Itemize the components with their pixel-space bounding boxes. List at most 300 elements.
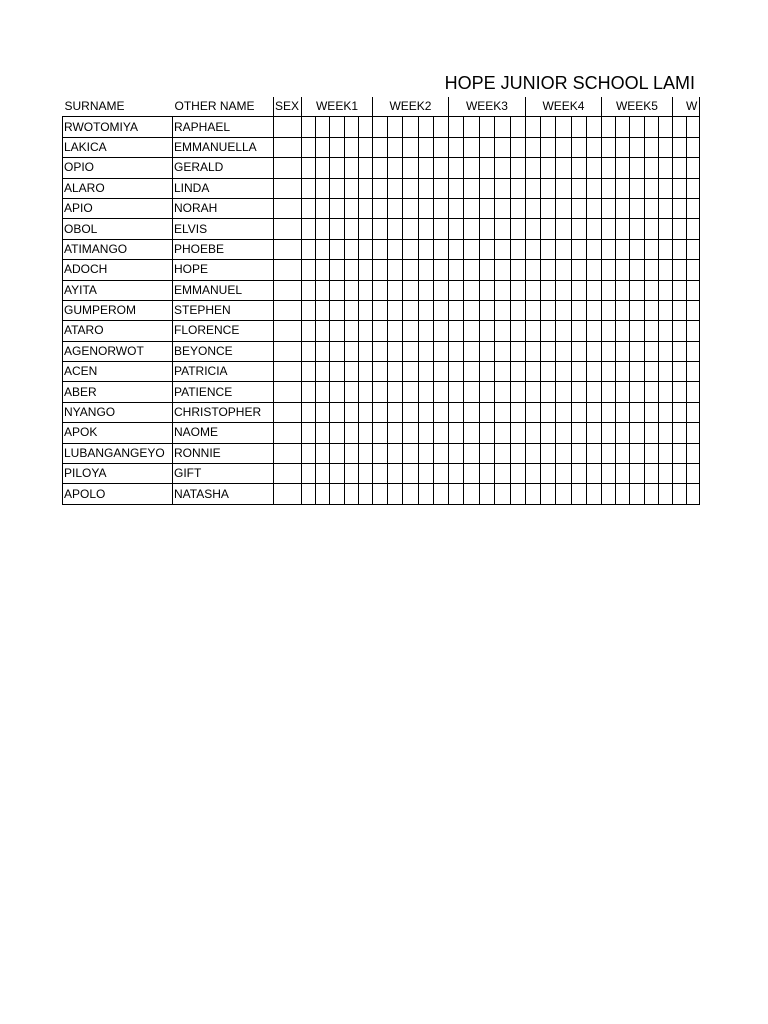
attendance-cell <box>672 362 686 382</box>
attendance-cell <box>630 464 644 484</box>
attendance-cell <box>372 484 387 504</box>
attendance-cell <box>686 117 699 137</box>
attendance-cell <box>316 382 330 402</box>
attendance-cell <box>601 137 615 157</box>
attendance-cell <box>358 402 372 422</box>
student-row <box>63 158 700 178</box>
attendance-cell <box>601 178 615 198</box>
attendance-cell <box>510 341 525 361</box>
attendance-cell <box>330 178 344 198</box>
other-name-cell: FLORENCE <box>173 321 274 341</box>
attendance-cell <box>556 402 571 422</box>
attendance-cell <box>403 239 418 259</box>
attendance-cell <box>525 260 540 280</box>
attendance-cell <box>464 341 479 361</box>
sex-cell <box>274 443 302 463</box>
student-row <box>63 321 700 341</box>
surname-cell: ACEN <box>63 362 173 382</box>
attendance-cell <box>464 239 479 259</box>
attendance-cell <box>372 198 387 218</box>
sex-cell <box>274 464 302 484</box>
other-name-cell: PATIENCE <box>173 382 274 402</box>
attendance-cell <box>601 382 615 402</box>
attendance-cell <box>495 362 510 382</box>
attendance-cell <box>541 137 556 157</box>
attendance-cell <box>344 443 358 463</box>
attendance-cell <box>495 484 510 504</box>
attendance-cell <box>586 117 601 137</box>
attendance-cell <box>479 260 494 280</box>
attendance-cell <box>571 362 586 382</box>
attendance-cell <box>388 239 403 259</box>
attendance-cell <box>658 321 672 341</box>
attendance-cell <box>556 178 571 198</box>
attendance-cell <box>525 219 540 239</box>
attendance-cell <box>556 362 571 382</box>
attendance-cell <box>344 300 358 320</box>
attendance-cell <box>403 260 418 280</box>
attendance-cell <box>510 280 525 300</box>
attendance-cell <box>686 321 699 341</box>
attendance-cell <box>616 178 630 198</box>
attendance-cell <box>495 341 510 361</box>
attendance-cell <box>525 137 540 157</box>
surname-cell: LUBANGANGEYO <box>63 443 173 463</box>
attendance-cell <box>316 484 330 504</box>
attendance-cell <box>464 484 479 504</box>
student-row <box>63 484 700 504</box>
attendance-cell <box>525 484 540 504</box>
surname-cell: ATARO <box>63 321 173 341</box>
attendance-cell <box>403 402 418 422</box>
attendance-cell <box>686 219 699 239</box>
attendance-cell <box>658 158 672 178</box>
attendance-cell <box>464 137 479 157</box>
attendance-cell <box>586 464 601 484</box>
attendance-cell <box>433 137 448 157</box>
attendance-cell <box>479 362 494 382</box>
attendance-cell <box>433 239 448 259</box>
attendance-cell <box>510 362 525 382</box>
attendance-cell <box>433 178 448 198</box>
other-name-cell: PATRICIA <box>173 362 274 382</box>
attendance-cell <box>630 260 644 280</box>
attendance-cell <box>525 464 540 484</box>
attendance-cell <box>302 137 316 157</box>
attendance-cell <box>372 341 387 361</box>
attendance-cell <box>510 198 525 218</box>
attendance-cell <box>330 321 344 341</box>
attendance-cell <box>448 402 463 422</box>
attendance-cell <box>344 464 358 484</box>
attendance-cell <box>372 158 387 178</box>
attendance-cell <box>601 321 615 341</box>
attendance-cell <box>479 382 494 402</box>
attendance-cell <box>658 280 672 300</box>
attendance-cell <box>672 158 686 178</box>
attendance-cell <box>433 198 448 218</box>
attendance-cell <box>448 260 463 280</box>
attendance-cell <box>448 158 463 178</box>
attendance-cell <box>644 423 658 443</box>
attendance-cell <box>403 443 418 463</box>
attendance-cell <box>630 443 644 463</box>
attendance-cell <box>358 484 372 504</box>
attendance-cell <box>448 382 463 402</box>
attendance-cell <box>672 341 686 361</box>
attendance-cell <box>464 280 479 300</box>
attendance-cell <box>448 198 463 218</box>
attendance-cell <box>403 464 418 484</box>
attendance-cell <box>316 321 330 341</box>
attendance-cell <box>495 321 510 341</box>
attendance-cell <box>403 341 418 361</box>
attendance-cell <box>644 198 658 218</box>
attendance-cell <box>448 443 463 463</box>
attendance-cell <box>388 280 403 300</box>
attendance-cell <box>541 484 556 504</box>
attendance-cell <box>358 321 372 341</box>
attendance-cell <box>644 341 658 361</box>
attendance-cell <box>403 484 418 504</box>
sex-cell <box>274 260 302 280</box>
attendance-cell <box>479 484 494 504</box>
sex-cell <box>274 382 302 402</box>
attendance-cell <box>510 137 525 157</box>
attendance-cell <box>556 117 571 137</box>
attendance-cell <box>495 382 510 402</box>
attendance-cell <box>616 321 630 341</box>
attendance-cell <box>510 464 525 484</box>
attendance-cell <box>464 382 479 402</box>
attendance-cell <box>686 484 699 504</box>
other-name-cell: RONNIE <box>173 443 274 463</box>
attendance-cell <box>418 300 433 320</box>
attendance-cell <box>344 382 358 402</box>
attendance-cell <box>658 402 672 422</box>
attendance-cell <box>403 362 418 382</box>
attendance-cell <box>672 178 686 198</box>
attendance-cell <box>616 158 630 178</box>
attendance-cell <box>433 321 448 341</box>
attendance-cell <box>556 341 571 361</box>
attendance-cell <box>541 219 556 239</box>
attendance-cell <box>672 239 686 259</box>
attendance-cell <box>525 382 540 402</box>
attendance-cell <box>418 239 433 259</box>
surname-cell: ATIMANGO <box>63 239 173 259</box>
attendance-cell <box>418 321 433 341</box>
attendance-cell <box>616 117 630 137</box>
attendance-cell <box>495 158 510 178</box>
other-name-cell: GERALD <box>173 158 274 178</box>
surname-cell: APOLO <box>63 484 173 504</box>
attendance-cell <box>388 321 403 341</box>
attendance-cell <box>525 443 540 463</box>
attendance-cell <box>644 117 658 137</box>
attendance-cell <box>525 178 540 198</box>
attendance-cell <box>510 443 525 463</box>
attendance-cell <box>672 280 686 300</box>
attendance-cell <box>418 402 433 422</box>
attendance-cell <box>403 158 418 178</box>
attendance-cell <box>372 443 387 463</box>
attendance-cell <box>556 321 571 341</box>
attendance-cell <box>302 362 316 382</box>
surname-cell: PILOYA <box>63 464 173 484</box>
attendance-cell <box>616 341 630 361</box>
surname-cell: OPIO <box>63 158 173 178</box>
attendance-cell <box>686 382 699 402</box>
attendance-cell <box>403 137 418 157</box>
attendance-cell <box>316 198 330 218</box>
attendance-cell <box>658 362 672 382</box>
attendance-cell <box>686 423 699 443</box>
attendance-cell <box>556 280 571 300</box>
attendance-cell <box>525 423 540 443</box>
attendance-cell <box>630 341 644 361</box>
sex-cell <box>274 178 302 198</box>
attendance-cell <box>372 423 387 443</box>
attendance-cell <box>316 464 330 484</box>
attendance-cell <box>358 219 372 239</box>
attendance-cell <box>658 239 672 259</box>
attendance-cell <box>479 239 494 259</box>
attendance-cell <box>541 260 556 280</box>
attendance-cell <box>658 423 672 443</box>
attendance-cell <box>658 178 672 198</box>
attendance-cell <box>525 362 540 382</box>
surname-cell: ADOCH <box>63 260 173 280</box>
attendance-cell <box>616 239 630 259</box>
attendance-cell <box>388 178 403 198</box>
attendance-cell <box>418 198 433 218</box>
attendance-cell <box>601 362 615 382</box>
attendance-cell <box>418 158 433 178</box>
attendance-cell <box>571 423 586 443</box>
attendance-cell <box>616 362 630 382</box>
other-name-cell: ELVIS <box>173 219 274 239</box>
attendance-cell <box>672 484 686 504</box>
attendance-cell <box>358 137 372 157</box>
attendance-cell <box>686 260 699 280</box>
attendance-cell <box>358 198 372 218</box>
attendance-cell <box>418 423 433 443</box>
student-row <box>63 300 700 320</box>
attendance-cell <box>344 484 358 504</box>
attendance-cell <box>479 219 494 239</box>
attendance-cell <box>658 464 672 484</box>
attendance-cell <box>556 198 571 218</box>
attendance-cell <box>571 219 586 239</box>
attendance-cell <box>586 198 601 218</box>
surname-cell: OBOL <box>63 219 173 239</box>
attendance-cell <box>586 260 601 280</box>
attendance-cell <box>316 137 330 157</box>
attendance-cell <box>388 362 403 382</box>
attendance-cell <box>686 362 699 382</box>
attendance-cell <box>358 239 372 259</box>
attendance-cell <box>616 443 630 463</box>
attendance-cell <box>302 280 316 300</box>
attendance-cell <box>433 402 448 422</box>
attendance-cell <box>541 443 556 463</box>
surname-cell: AGENORWOT <box>63 341 173 361</box>
surname-cell: ALARO <box>63 178 173 198</box>
student-row <box>63 382 700 402</box>
attendance-cell <box>686 443 699 463</box>
attendance-cell <box>601 260 615 280</box>
attendance-cell <box>616 382 630 402</box>
attendance-cell <box>372 280 387 300</box>
attendance-cell <box>630 382 644 402</box>
attendance-cell <box>541 198 556 218</box>
other-name-cell: PHOEBE <box>173 239 274 259</box>
attendance-cell <box>418 443 433 463</box>
attendance-cell <box>586 178 601 198</box>
student-row <box>63 464 700 484</box>
attendance-cell <box>571 464 586 484</box>
attendance-cell <box>510 239 525 259</box>
attendance-cell <box>541 341 556 361</box>
attendance-cell <box>672 423 686 443</box>
attendance-cell <box>344 219 358 239</box>
attendance-cell <box>556 300 571 320</box>
attendance-cell <box>510 484 525 504</box>
week5-header: WEEK5 <box>601 97 672 117</box>
attendance-cell <box>403 300 418 320</box>
attendance-cell <box>556 219 571 239</box>
attendance-cell <box>658 300 672 320</box>
attendance-cell <box>601 423 615 443</box>
attendance-cell <box>586 484 601 504</box>
attendance-cell <box>344 402 358 422</box>
attendance-cell <box>510 117 525 137</box>
attendance-cell <box>464 362 479 382</box>
attendance-cell <box>479 443 494 463</box>
attendance-cell <box>358 341 372 361</box>
attendance-cell <box>464 402 479 422</box>
attendance-cell <box>630 423 644 443</box>
attendance-cell <box>525 117 540 137</box>
student-row <box>63 198 700 218</box>
attendance-cell <box>479 464 494 484</box>
attendance-cell <box>464 219 479 239</box>
attendance-cell <box>601 158 615 178</box>
attendance-cell <box>686 341 699 361</box>
attendance-cell <box>418 178 433 198</box>
attendance-cell <box>571 280 586 300</box>
attendance-cell <box>541 117 556 137</box>
attendance-cell <box>571 382 586 402</box>
attendance-cell <box>601 464 615 484</box>
attendance-cell <box>601 341 615 361</box>
attendance-cell <box>495 300 510 320</box>
attendance-cell <box>525 321 540 341</box>
attendance-cell <box>686 178 699 198</box>
attendance-cell <box>358 423 372 443</box>
sex-cell <box>274 321 302 341</box>
attendance-cell <box>571 300 586 320</box>
attendance-cell <box>316 362 330 382</box>
attendance-cell <box>448 219 463 239</box>
attendance-cell <box>495 178 510 198</box>
attendance-cell <box>601 280 615 300</box>
attendance-cell <box>658 443 672 463</box>
attendance-cell <box>464 158 479 178</box>
attendance-cell <box>316 219 330 239</box>
other-name-cell: NATASHA <box>173 484 274 504</box>
attendance-cell <box>495 402 510 422</box>
attendance-cell <box>644 239 658 259</box>
attendance-cell <box>302 423 316 443</box>
surname-cell: AYITA <box>63 280 173 300</box>
attendance-cell <box>644 464 658 484</box>
attendance-cell <box>358 117 372 137</box>
attendance-cell <box>344 341 358 361</box>
attendance-cell <box>616 423 630 443</box>
attendance-cell <box>464 321 479 341</box>
week4-header: WEEK4 <box>525 97 601 117</box>
attendance-cell <box>433 484 448 504</box>
attendance-cell <box>525 280 540 300</box>
attendance-cell <box>433 117 448 137</box>
attendance-cell <box>586 362 601 382</box>
attendance-cell <box>616 464 630 484</box>
attendance-cell <box>672 198 686 218</box>
attendance-cell <box>644 300 658 320</box>
attendance-cell <box>448 300 463 320</box>
attendance-cell <box>330 198 344 218</box>
attendance-cell <box>418 341 433 361</box>
attendance-cell <box>448 341 463 361</box>
attendance-cell <box>418 280 433 300</box>
attendance-cell <box>388 260 403 280</box>
student-row <box>63 137 700 157</box>
attendance-cell <box>388 423 403 443</box>
attendance-cell <box>541 178 556 198</box>
attendance-cell <box>372 178 387 198</box>
attendance-cell <box>418 117 433 137</box>
attendance-cell <box>556 484 571 504</box>
attendance-cell <box>644 402 658 422</box>
attendance-cell <box>586 137 601 157</box>
attendance-cell <box>344 362 358 382</box>
surname-cell: ABER <box>63 382 173 402</box>
attendance-cell <box>344 321 358 341</box>
attendance-cell <box>448 280 463 300</box>
attendance-cell <box>586 423 601 443</box>
attendance-cell <box>479 117 494 137</box>
attendance-cell <box>372 117 387 137</box>
attendance-cell <box>302 382 316 402</box>
attendance-cell <box>403 219 418 239</box>
attendance-cell <box>464 300 479 320</box>
attendance-cell <box>658 260 672 280</box>
attendance-cell <box>302 239 316 259</box>
attendance-cell <box>372 239 387 259</box>
attendance-cell <box>344 158 358 178</box>
attendance-cell <box>686 198 699 218</box>
attendance-cell <box>302 443 316 463</box>
attendance-cell <box>302 158 316 178</box>
attendance-cell <box>330 280 344 300</box>
attendance-cell <box>541 382 556 402</box>
attendance-cell <box>541 321 556 341</box>
attendance-cell <box>672 443 686 463</box>
attendance-cell <box>330 382 344 402</box>
attendance-cell <box>644 280 658 300</box>
